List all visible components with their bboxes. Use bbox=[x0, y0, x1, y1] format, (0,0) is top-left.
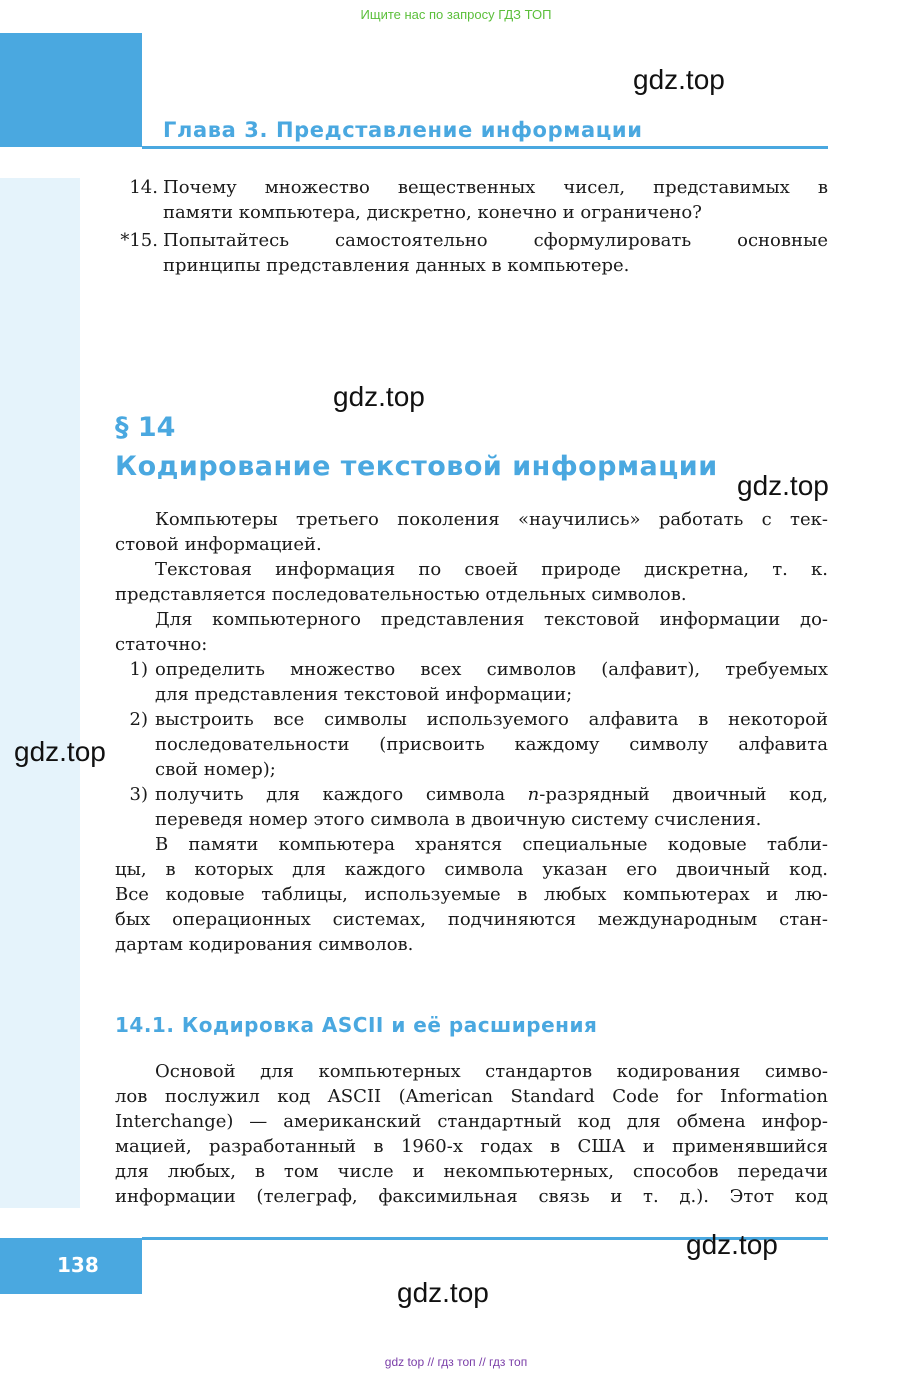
list-item-line: переведя номер этого символа в двоичную систему счисления. bbox=[155, 809, 762, 830]
body-line: Текстовая информация по своей природе дискретна, т. к. bbox=[155, 559, 828, 580]
list-item-text: получить для каждого символа bbox=[155, 784, 528, 805]
body-line: лов послужил код ASCII (American Standard Code for Information bbox=[115, 1086, 828, 1107]
list-item-line: свой номер); bbox=[155, 759, 276, 780]
question-line: принципы представления данных в компьютере. bbox=[163, 255, 630, 276]
header-rule bbox=[142, 146, 828, 149]
subsection-title: 14.1. Кодировка ASCII и её расширения bbox=[115, 1013, 598, 1037]
body-line: бых операционных системах, подчиняются международным стан- bbox=[115, 909, 828, 930]
watermark: gdz.top bbox=[397, 1277, 489, 1308]
list-item-line: выстроить все символы используемого алфавита в некоторой bbox=[155, 709, 828, 730]
body-line: цы, в которых для каждого символа указан его двоичный код. bbox=[115, 859, 828, 880]
list-item-line: последовательности (присвоить каждому символу алфавита bbox=[155, 734, 828, 755]
question-line: Почему множество вещественных чисел, представимых в bbox=[163, 177, 828, 198]
list-item-number: 2) bbox=[129, 709, 148, 730]
section-number: § 14 bbox=[115, 412, 176, 443]
list-item-text: -разрядный двоичный код, bbox=[539, 784, 829, 805]
section-title: Кодирование текстовой информации bbox=[115, 451, 718, 482]
body-line: Основой для компьютерных стандартов кодирования симво- bbox=[155, 1061, 828, 1082]
watermark: gdz.top bbox=[14, 736, 106, 767]
variable-n: n bbox=[527, 784, 540, 805]
bottom-links[interactable]: gdz top // гдз топ // гдз топ bbox=[384, 1355, 528, 1369]
list-item-line: определить множество всех символов (алфавит), требуемых bbox=[155, 659, 828, 680]
body-line: статочно: bbox=[115, 634, 208, 655]
body-line: дартам кодирования символов. bbox=[115, 934, 414, 955]
body-line: для любых, в том числе и некомпьютерных, способов передачи bbox=[115, 1161, 828, 1182]
watermark: gdz.top bbox=[737, 470, 829, 501]
search-banner: Ищите нас по запросу ГДЗ ТОП bbox=[360, 7, 552, 22]
question-number: *15. bbox=[120, 230, 158, 251]
list-item-number: 1) bbox=[129, 659, 148, 680]
page-number: 138 bbox=[57, 1253, 99, 1277]
watermark: gdz.top bbox=[633, 64, 725, 95]
list-item-number: 3) bbox=[129, 784, 148, 805]
body-line: Все кодовые таблицы, используемые в любых компьютерах и лю- bbox=[115, 884, 828, 905]
body-line: представляется последовательностью отдельных символов. bbox=[115, 584, 687, 605]
question-number: 14. bbox=[129, 177, 158, 198]
header-corner-block bbox=[0, 33, 142, 147]
body-line: Interchange) — американский стандартный код для обмена инфор- bbox=[115, 1111, 828, 1132]
body-line: Для компьютерного представления текстовой информации до- bbox=[155, 609, 828, 630]
watermark: gdz.top bbox=[686, 1229, 778, 1260]
body-line: стовой информацией. bbox=[115, 534, 322, 555]
list-item-line bbox=[155, 782, 828, 807]
body-line: В памяти компьютера хранятся специальные кодовые табли- bbox=[155, 834, 828, 855]
question-line: Попытайтесь самостоятельно сформулировать основные bbox=[163, 230, 828, 251]
question-line: памяти компьютера, дискретно, конечно и ограничено? bbox=[163, 202, 702, 223]
body-line: мацией, разработанный в 1960-х годах в США и применявшийся bbox=[115, 1136, 828, 1157]
side-strip bbox=[0, 178, 80, 1208]
list-item-line: для представления текстовой информации; bbox=[155, 684, 573, 705]
body-line: Компьютеры третьего поколения «научились» работать с тек- bbox=[155, 509, 828, 530]
watermark: gdz.top bbox=[333, 381, 425, 412]
body-line: информации (телеграф, факсимильная связь и т. д.). Этот код bbox=[115, 1186, 828, 1207]
chapter-title: Глава 3. Представление информации bbox=[163, 118, 643, 142]
